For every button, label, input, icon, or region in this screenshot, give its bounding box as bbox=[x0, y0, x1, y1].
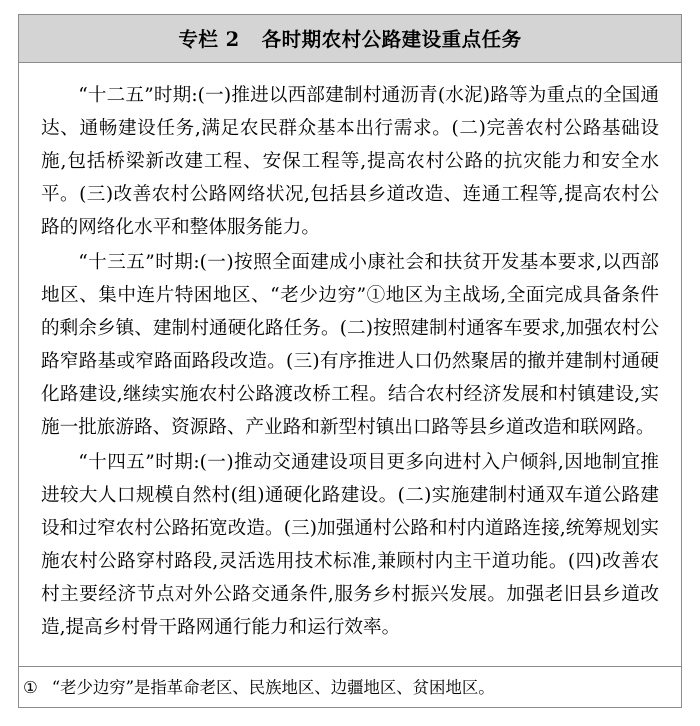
feature-box-heading bbox=[178, 28, 521, 51]
feature-box-title: 各时期农村公路建设重点任务 bbox=[261, 28, 522, 51]
footnote-marker: ① bbox=[23, 678, 38, 697]
feature-box bbox=[18, 14, 682, 708]
feature-box-body bbox=[19, 63, 681, 656]
paragraph-2: “十三五”时期:(一)按照全面建成小康社会和扶贫开发基本要求,以西部地区、集中连片特困地区、“老少边穷”①地区为主战场,全面完成具备条件的剩余乡镇、建制村通硬化路任务。(二)按照建制村通客车要求,加强农村公路窄路基或窄路面路段改造。(三)有序推进人口仍然聚居的撤并建制村通硬化路建设,继续实施农村公路渡改桥工程。结合农村经济发展和村镇建设,实施一批旅游路、资源路、产业路和新型村镇出口路等县乡道改造和联网路。 bbox=[41, 252, 659, 438]
paragraph-1: “十二五”时期:(一)推进以西部建制村通沥青(水泥)路等为重点的全国通达、通畅建设任务,满足农民群众基本出行需求。(二)完善农村公路基础设施,包括桥梁新改建工程、安保工程等,提高农村公路的抗灾能力和安全水平。(三)改善农村公路网络状况,包括县乡道改造、连通工程等,提高农村公路的网络化水平和整体服务能力。 bbox=[41, 85, 659, 238]
footnote bbox=[19, 667, 681, 707]
paragraph-3: “十四五”时期:(一)推动交通建设项目更多向进村入户倾斜,因地制宜推进较大人口规模自然村(组)通硬化路建设。(二)实施建制村通双车道公路建设和过窄农村公路拓宽改造。(三)加强通村公路和村内道路连接,统筹规划实施农村公路穿村路段,灵活选用技术标准,兼顾村内主干道功能。(四)改善农村主要经济节点对外公路交通条件,服务乡村振兴发展。加强老旧县乡道改造,提高乡村骨干路网通行能力和运行效率。 bbox=[41, 452, 659, 638]
feature-box-label: 专栏 2 bbox=[178, 28, 240, 51]
feature-box-header bbox=[19, 15, 681, 63]
footnote-text: “老少边穷”是指革命老区、民族地区、边疆地区、贫困地区。 bbox=[51, 678, 495, 697]
